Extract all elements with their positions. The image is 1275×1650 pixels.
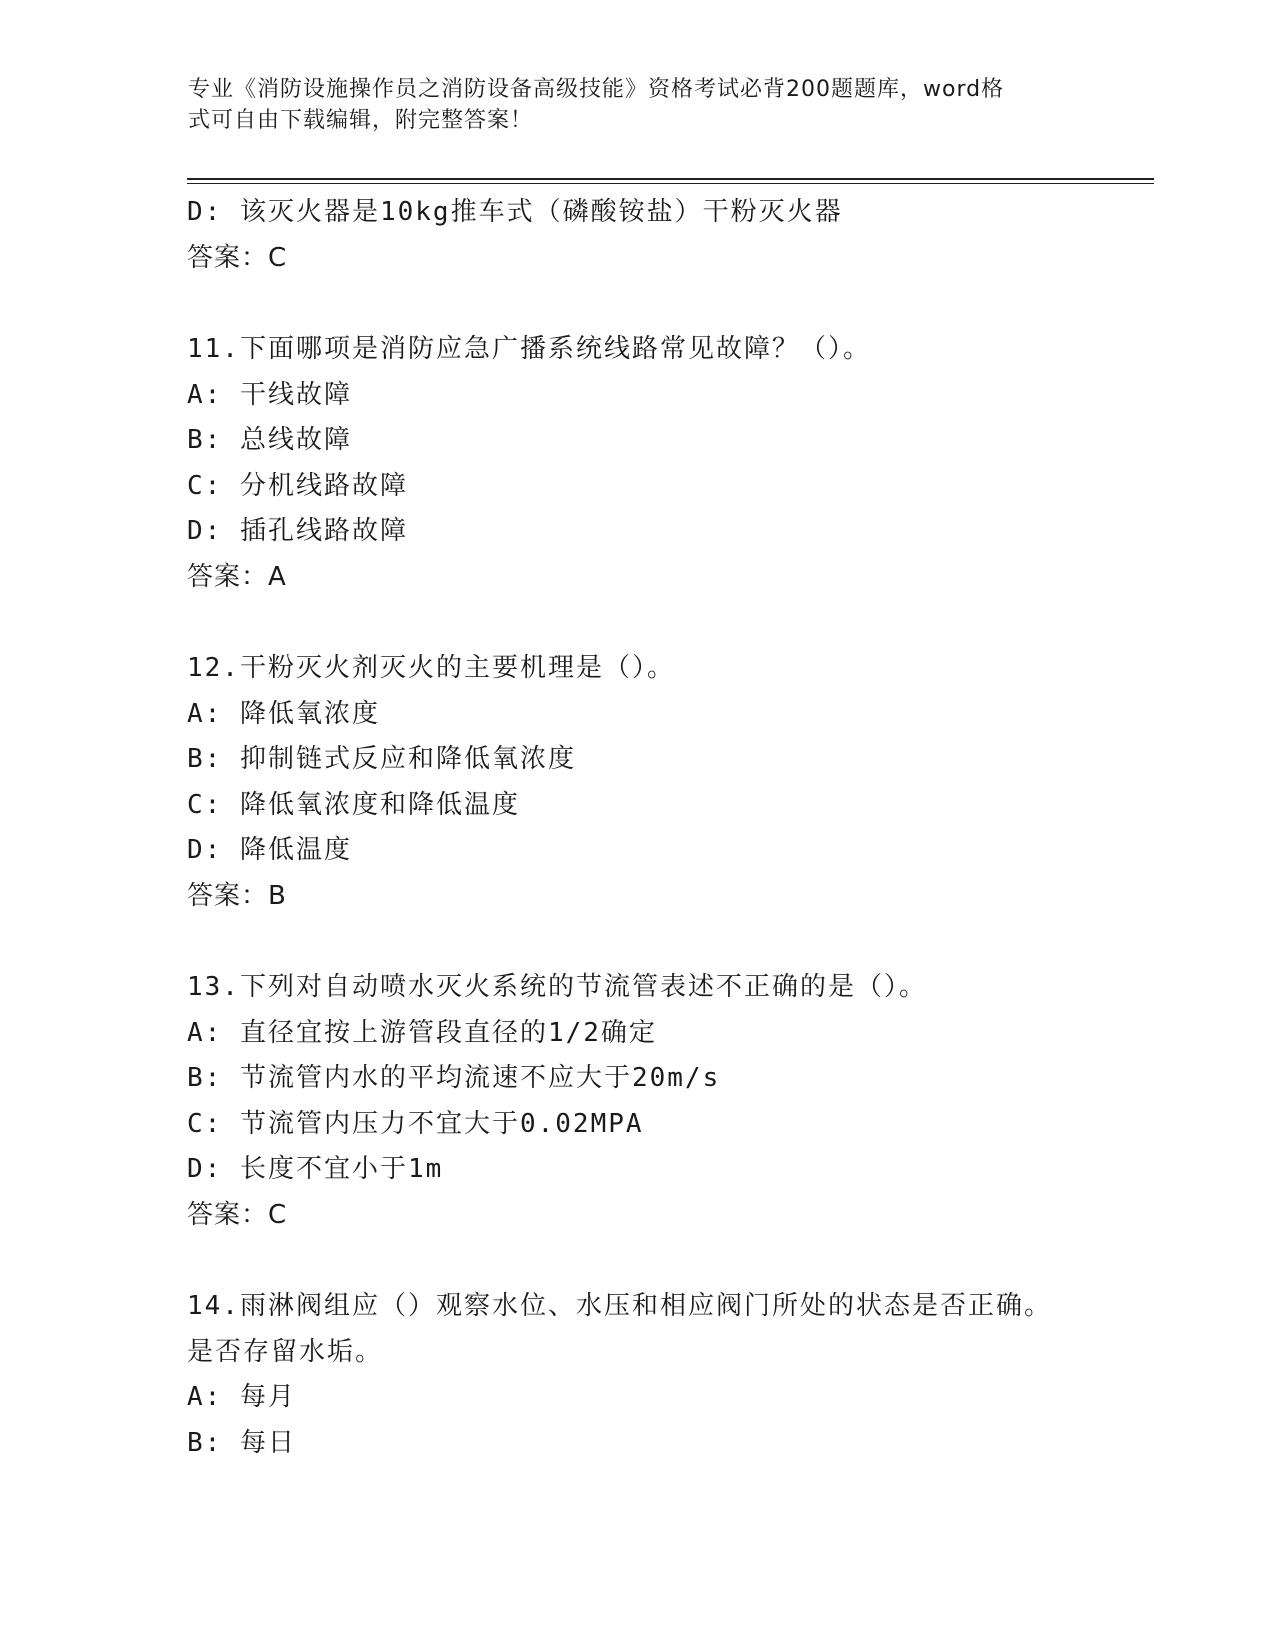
header-divider-thin bbox=[187, 183, 1154, 184]
option-a: A: 降低氧浓度 bbox=[187, 698, 380, 729]
header-divider-thick bbox=[187, 178, 1154, 180]
option-a: A: 直径宜按上游管段直径的1/2确定 bbox=[187, 1017, 657, 1048]
option-b: B: 每日 bbox=[187, 1427, 296, 1458]
question-list bbox=[187, 190, 1154, 1466]
option-b: B: 总线故障 bbox=[187, 425, 352, 455]
option-d: D: 降低温度 bbox=[187, 835, 352, 865]
option-a: A: 每月 bbox=[187, 1382, 296, 1412]
spacer bbox=[187, 281, 1154, 327]
document-header bbox=[188, 74, 1068, 136]
question-stem: 14.雨淋阀组应（）观察水位、水压和相应阀门所处的状态是否正确。 bbox=[187, 1291, 1052, 1321]
option-c: C: 降低氧浓度和降低温度 bbox=[187, 789, 520, 820]
question-stem: 12.干粉灭火剂灭火的主要机理是（）。 bbox=[187, 653, 675, 683]
question-stem-continued: 是否存留水垢。 bbox=[187, 1336, 384, 1367]
spacer bbox=[187, 600, 1154, 646]
answer: 答案：B bbox=[187, 880, 287, 911]
question-stem: 13.下列对自动喷水灭火系统的节流管表述不正确的是（）。 bbox=[187, 972, 927, 1002]
answer: 答案：C bbox=[187, 242, 288, 273]
option-b: B: 抑制链式反应和降低氧浓度 bbox=[187, 744, 576, 774]
option-d: D: 插孔线路故障 bbox=[187, 516, 408, 546]
header-line-2: 式可自由下载编辑，附完整答案！ bbox=[188, 108, 534, 133]
option-b: B: 节流管内水的平均流速不应大于20m/s bbox=[187, 1063, 721, 1093]
answer: 答案：A bbox=[187, 561, 287, 592]
question-stem: 11.下面哪项是消防应急广播系统线路常见故障？（）。 bbox=[187, 334, 871, 364]
header-line-1: 专业《消防设施操作员之消防设备高级技能》资格考试必背200题题库，word格 bbox=[188, 77, 1005, 102]
option-c: C: 分机线路故障 bbox=[187, 470, 408, 501]
option-d: D: 长度不宜小于1m bbox=[187, 1154, 444, 1184]
answer: 答案：C bbox=[187, 1199, 288, 1230]
option-a: A: 干线故障 bbox=[187, 379, 352, 410]
spacer bbox=[187, 1238, 1154, 1284]
spacer bbox=[187, 919, 1154, 965]
option-d: D: 该灭火器是10kg推车式（磷酸铵盐）干粉灭火器 bbox=[187, 197, 843, 227]
option-c: C: 节流管内压力不宜大于0.02MPA bbox=[187, 1108, 644, 1139]
